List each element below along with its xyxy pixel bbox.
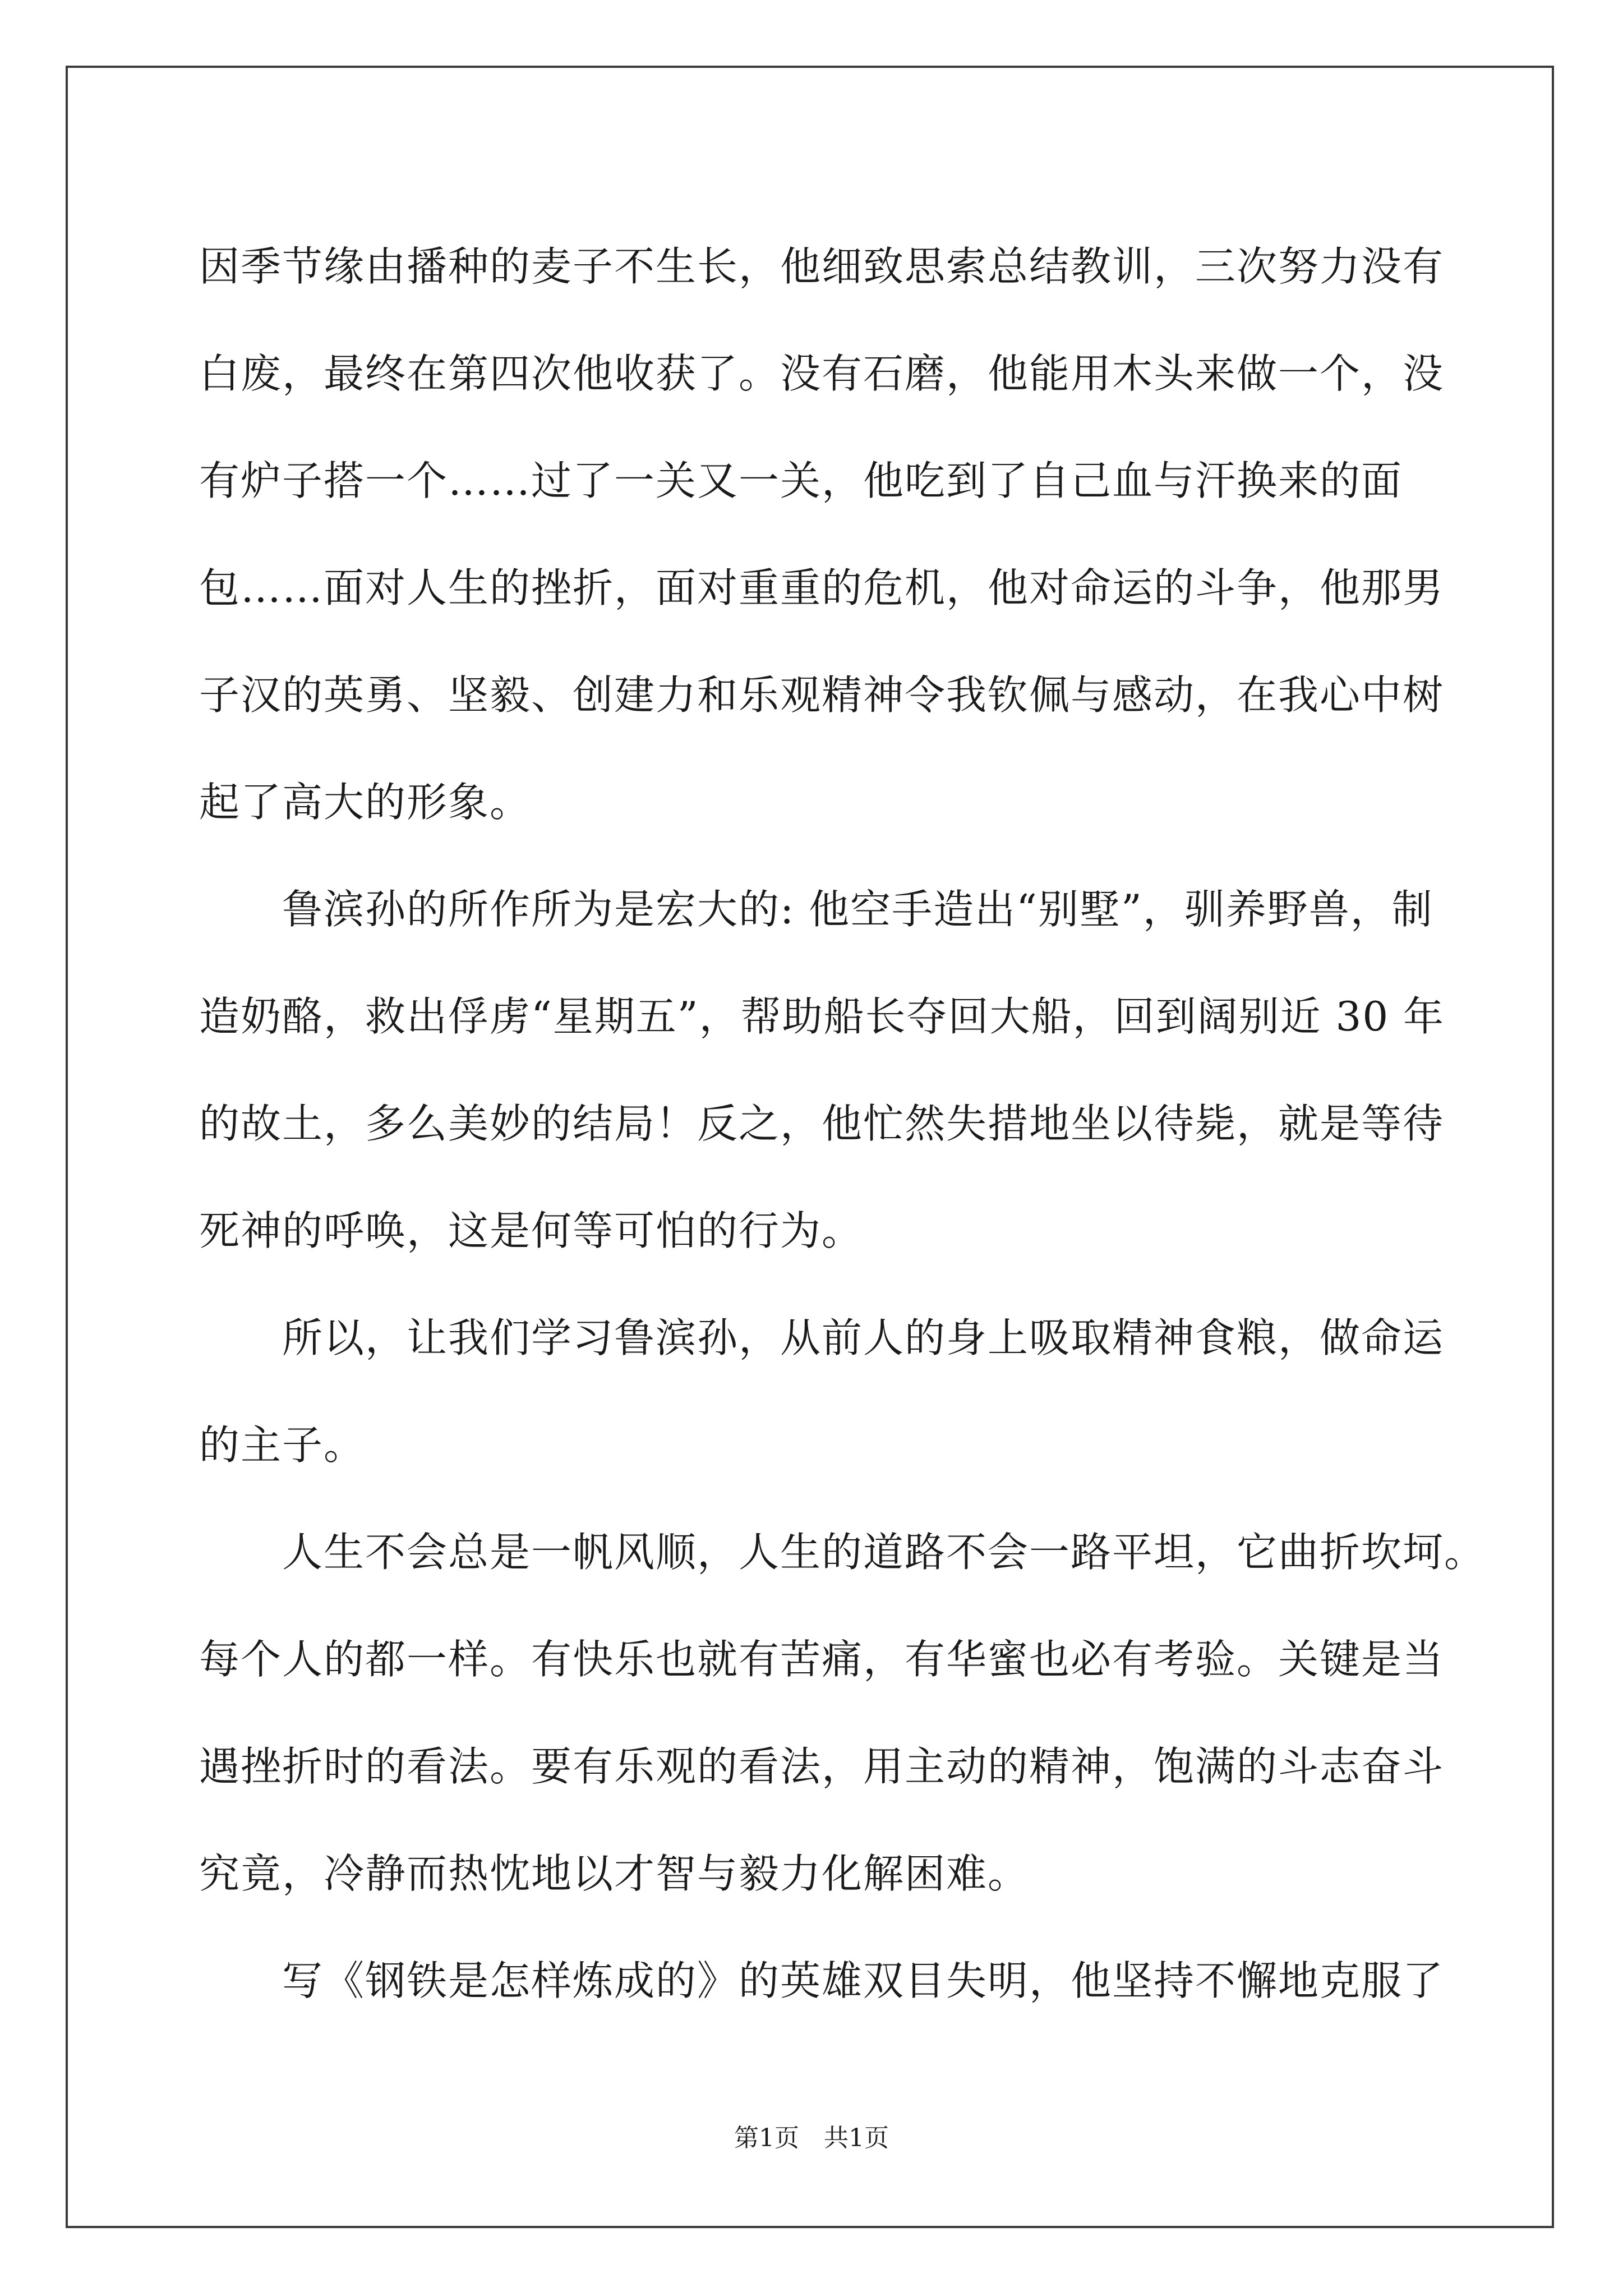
text-line: 白废，最终在第四次他收获了。没有石磨，他能用木头来做一个，没 [199,350,1445,397]
text-line: 有炉子搭一个……过了一关又一关，他吃到了自己血与汗换来的面 [199,457,1403,504]
text-line: 包……面对人生的挫折，面对重重的危机，他对命运的斗争，他那男 [199,564,1445,611]
text-line: 因季节缘由播种的麦子不生长，他细致思索总结教训，三次努力没有 [199,243,1445,290]
paragraph [199,213,1467,856]
text-line: 每个人的都一样。有快乐也就有苦痛，有华蜜也必有考验。关键是当 [199,1636,1445,1683]
text-line: 起了高大的形象。 [199,779,532,826]
text-line: 写《钢铁是怎样炼成的》的英雄双目失明，他坚持不懈地克服了 [282,1957,1445,2004]
paragraph [199,1499,1486,1927]
text-line: 造奶酪，救出俘虏“星期五”，帮助船长夺回大船，回到阔别近 30 年 [199,993,1445,1040]
text-line: 所以，让我们学习鲁滨孙，从前人的身上吸取精神食粮，做命运 [282,1314,1445,1361]
page-footer: 第1页 共1页 [734,2124,889,2152]
text-line: 的故土，多么美妙的结局！反之，他忙然失措地坐以待毙，就是等待 [199,1100,1445,1147]
text-line: 死神的呼唤，这是何等可怕的行为。 [199,1207,864,1254]
text-line: 究竟，冷静而热忱地以才智与毅力化解困难。 [199,1850,1030,1897]
paragraph [199,856,1467,1285]
paragraph [199,1927,1467,2035]
document-body [199,213,1486,2035]
text-line: 的主子。 [199,1421,366,1469]
text-line: 人生不会总是一帆风顺，人生的道路不会一路平坦，它曲折坎坷。 [282,1529,1486,1576]
text-line: 遇挫折时的看法。要有乐观的看法，用主动的精神，饱满的斗志奋斗 [199,1743,1445,1790]
text-line: 子汉的英勇、坚毅、创建力和乐观精神令我钦佩与感动，在我心中树 [199,671,1445,719]
text-line: 鲁滨孙的所作所为是宏大的: 他空手造出“别墅”，驯养野兽，制 [282,886,1433,933]
paragraph [199,1285,1467,1499]
